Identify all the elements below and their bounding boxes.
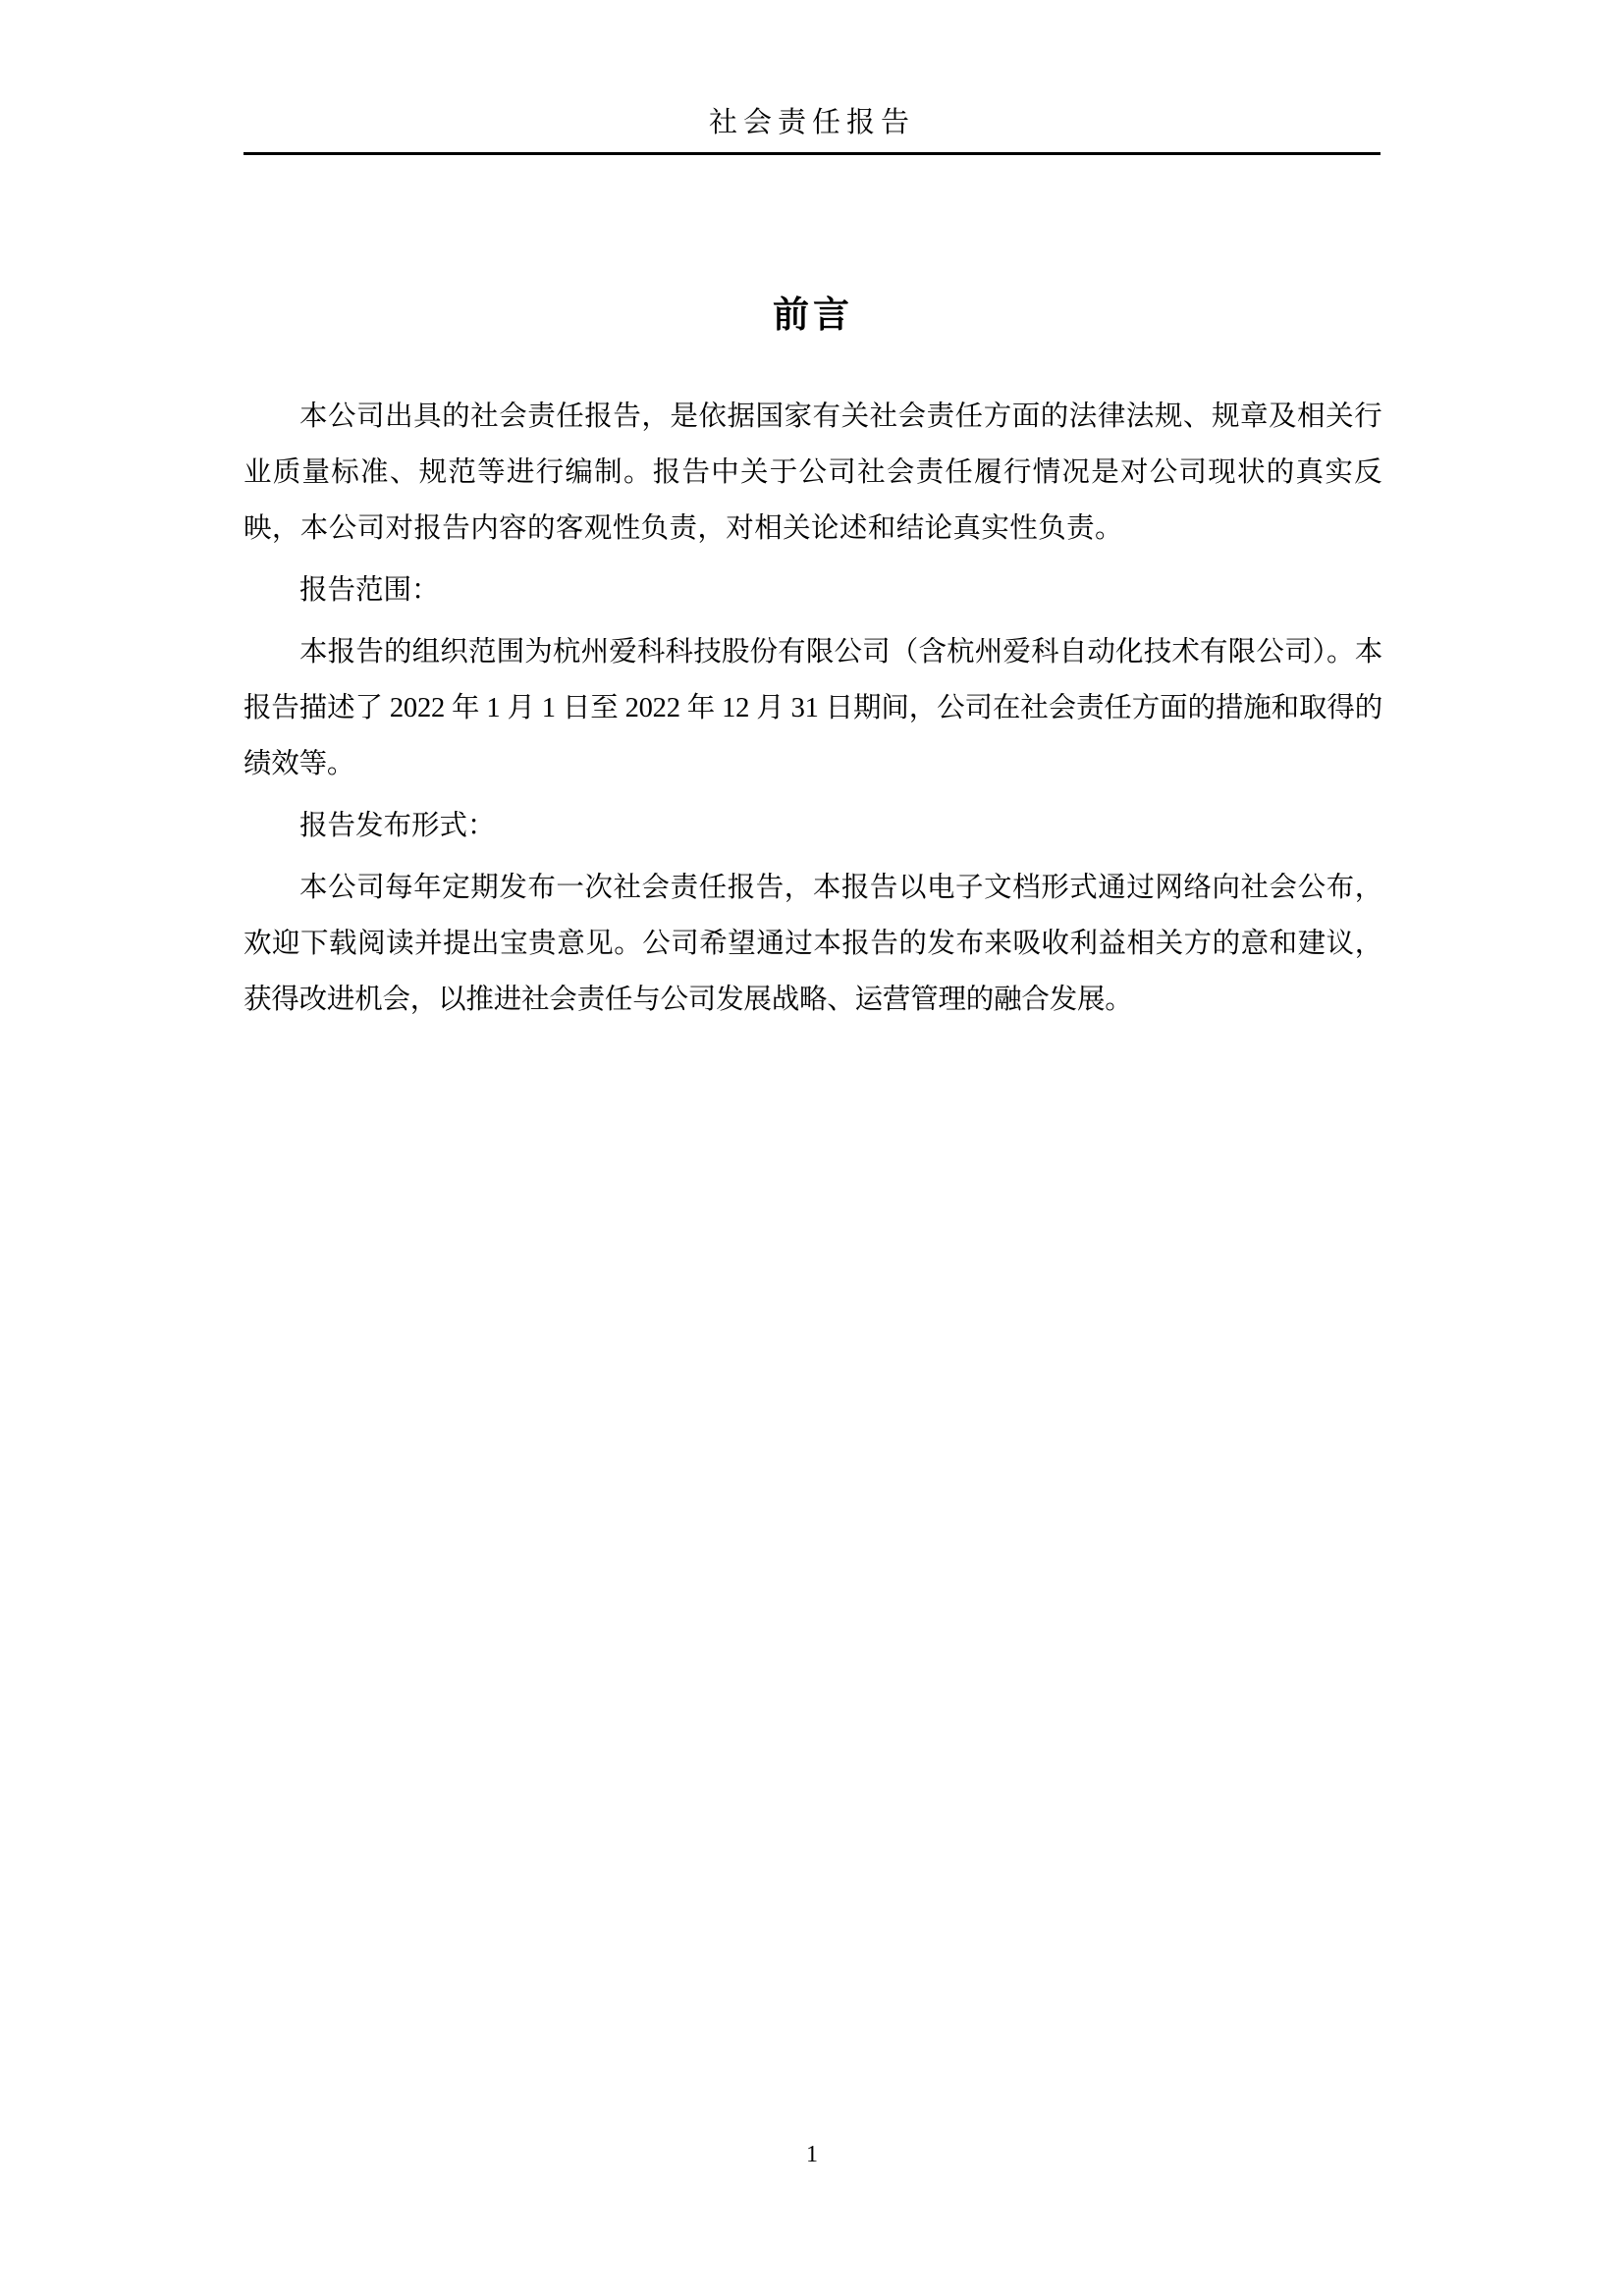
header-divider [244, 152, 1380, 155]
document-body [244, 285, 1382, 1034]
running-header-title: 社会责任报告 [708, 107, 915, 138]
page-number: 1 [806, 2142, 818, 2167]
paragraph-release-body: 本公司每年定期发布一次社会责任报告，本报告以电子文档形式通过网络向社会公布，欢迎下载阅读并提出宝贵意见。公司希望通过本报告的发布来吸收利益相关方的意和建议，获得改进机会，以推进社会责任与公司发展战略、运营管理的融合发展。 [244, 873, 1382, 1015]
paragraph-scope-body: 本报告的组织范围为杭州爱科科技股份有限公司（含杭州爱科自动化技术有限公司）。本报告描述了 2022 年 1 月 1 日至 2022 年 12 月 31 日期间，公司在社会责任方面的措施和取得的绩效等。 [244, 637, 1382, 779]
page-title: 前言 [773, 295, 853, 336]
paragraph-statement: 本公司出具的社会责任报告，是依据国家有关社会责任方面的法律法规、规章及相关行业质量标准、规范等进行编制。报告中关于公司社会责任履行情况是对公司现状的真实反映，本公司对报告内容的客观性负责，对相关论述和结论真实性负责。 [244, 401, 1382, 544]
running-header [244, 106, 1380, 140]
page-footer [0, 2142, 1624, 2168]
paragraph-release-label: 报告发布形式： [299, 811, 496, 841]
paragraph-scope-label: 报告范围： [299, 575, 440, 606]
